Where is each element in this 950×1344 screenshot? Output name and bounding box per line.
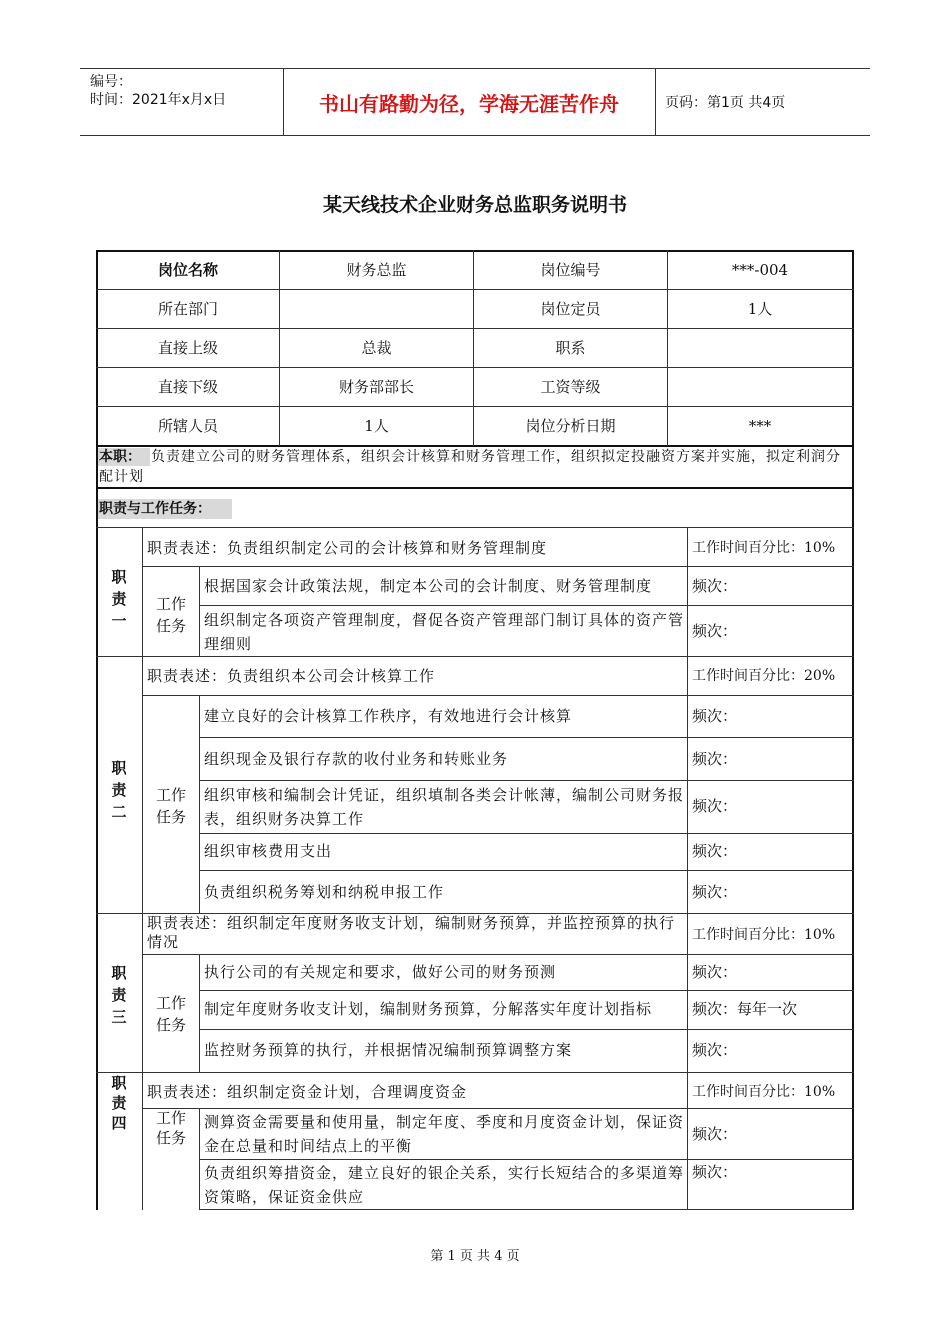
value-direct-subordinate: 财务部部长 <box>338 378 414 396</box>
duty-title: 职责一 <box>111 568 127 630</box>
task-frequency: 频次： <box>692 797 738 815</box>
header-number-label: 编号： <box>90 74 132 90</box>
duty-title: 职责四 <box>111 1074 127 1132</box>
task-text: 负责组织筹措资金，建立良好的银企关系，实行长短结合的多渠道筹资策略，保证资金供应 <box>204 1164 685 1206</box>
page-footer: 第 1 页 共 4 页 <box>430 1249 520 1264</box>
task-frequency: 频次： <box>692 1125 738 1143</box>
value-headcount: 1人 <box>747 300 773 318</box>
task-frequency: 频次： <box>692 707 738 725</box>
label-department: 所在部门 <box>157 300 218 318</box>
value-position-code: ***-004 <box>731 261 789 279</box>
task-text: 执行公司的有关规定和要求，做好公司的财务预测 <box>204 963 557 981</box>
task-frequency: 频次： <box>692 1041 738 1059</box>
duty-time-percent: 工作时间百分比：10% <box>692 540 836 556</box>
task-text: 建立良好的会计核算工作秩序，有效地进行会计核算 <box>204 707 573 725</box>
header-motto: 书山有路勤为径，学海无涯苦作舟 <box>319 92 619 116</box>
value-analysis-date: *** <box>748 417 772 435</box>
task-frequency: 频次： <box>692 622 738 640</box>
label-salary-grade: 工资等级 <box>540 378 601 396</box>
label-direct-subordinate: 直接下级 <box>157 378 218 396</box>
duty-time-percent: 工作时间百分比：20% <box>692 668 836 684</box>
task-text: 组织审核和编制会计凭证，组织填制各类会计帐薄，编制公司财务报表，组织财务决算工作 <box>204 786 685 828</box>
label-staff: 所辖人员 <box>157 417 218 435</box>
task-label: 工作任务 <box>155 994 186 1034</box>
label-analysis-date: 岗位分析日期 <box>525 417 616 435</box>
duty-description: 职责表述：负责组织制定公司的会计核算和财务管理制度 <box>147 539 548 557</box>
task-text: 组织制定各项资产管理制度，督促各资产管理部门制订具体的资产管理细则 <box>204 611 685 653</box>
duty-description: 职责表述：组织制定年度财务收支计划，编制财务预算，并监控预算的执行情况 <box>147 914 676 951</box>
duty-title: 职责三 <box>111 964 127 1026</box>
duty-description: 职责表述：负责组织本公司会计核算工作 <box>147 667 436 685</box>
header-page-code: 页码：第1页 共4页 <box>665 95 786 111</box>
main-duty-text: 负责建立公司的财务管理体系，组织会计核算和财务管理工作，组织拟定投融资方案并实施，拟定利润分配计划 <box>99 449 841 485</box>
task-text: 组织审核费用支出 <box>204 842 333 860</box>
task-frequency: 频次： <box>692 842 738 860</box>
label-job-family: 职系 <box>555 339 586 357</box>
task-frequency: 频次：每年一次 <box>692 1000 798 1018</box>
task-frequency: 频次： <box>692 577 738 595</box>
task-text: 组织现金及银行存款的收付业务和转账业务 <box>204 750 509 768</box>
task-label: 工作任务 <box>155 786 186 826</box>
label-position-name: 岗位名称 <box>157 261 218 279</box>
task-frequency: 频次： <box>692 963 738 981</box>
task-text: 制定年度财务收支计划，编制财务预算，分解落实年度计划指标 <box>204 1000 653 1018</box>
value-position-name: 财务总监 <box>346 261 407 279</box>
task-label: 工作任务 <box>155 595 186 635</box>
task-text: 负责组织税务筹划和纳税申报工作 <box>204 883 445 901</box>
task-frequency: 频次： <box>692 883 738 901</box>
task-frequency: 频次： <box>692 1163 738 1181</box>
value-staff: 1人 <box>364 417 389 435</box>
task-frequency: 频次： <box>692 750 738 768</box>
duties-header-label: 职责与工作任务： <box>99 501 211 517</box>
value-direct-superior: 总裁 <box>361 339 392 357</box>
label-headcount: 岗位定员 <box>540 300 601 318</box>
header-time-label: 时间：2021年x月x日 <box>90 92 227 108</box>
duty-time-percent: 工作时间百分比：10% <box>692 927 836 943</box>
page-title: 某天线技术企业财务总监职务说明书 <box>322 194 627 216</box>
duty-time-percent: 工作时间百分比：10% <box>692 1084 836 1100</box>
duty-title: 职责二 <box>111 759 127 821</box>
task-text: 测算资金需要量和使用量，制定年度、季度和月度资金计划，保证资金在总量和时间结点上的平衡 <box>204 1113 685 1155</box>
label-position-code: 岗位编号 <box>540 261 601 279</box>
label-direct-superior: 直接上级 <box>157 339 218 357</box>
task-text: 监控财务预算的执行，并根据情况编制预算调整方案 <box>204 1041 573 1059</box>
duty-description: 职责表述：组织制定资金计划，合理调度资金 <box>147 1083 468 1101</box>
task-text: 根据国家会计政策法规，制定本公司的会计制度、财务管理制度 <box>204 577 653 595</box>
task-label: 工作任务 <box>155 1109 186 1147</box>
main-duty-label: 本职： <box>99 449 141 465</box>
